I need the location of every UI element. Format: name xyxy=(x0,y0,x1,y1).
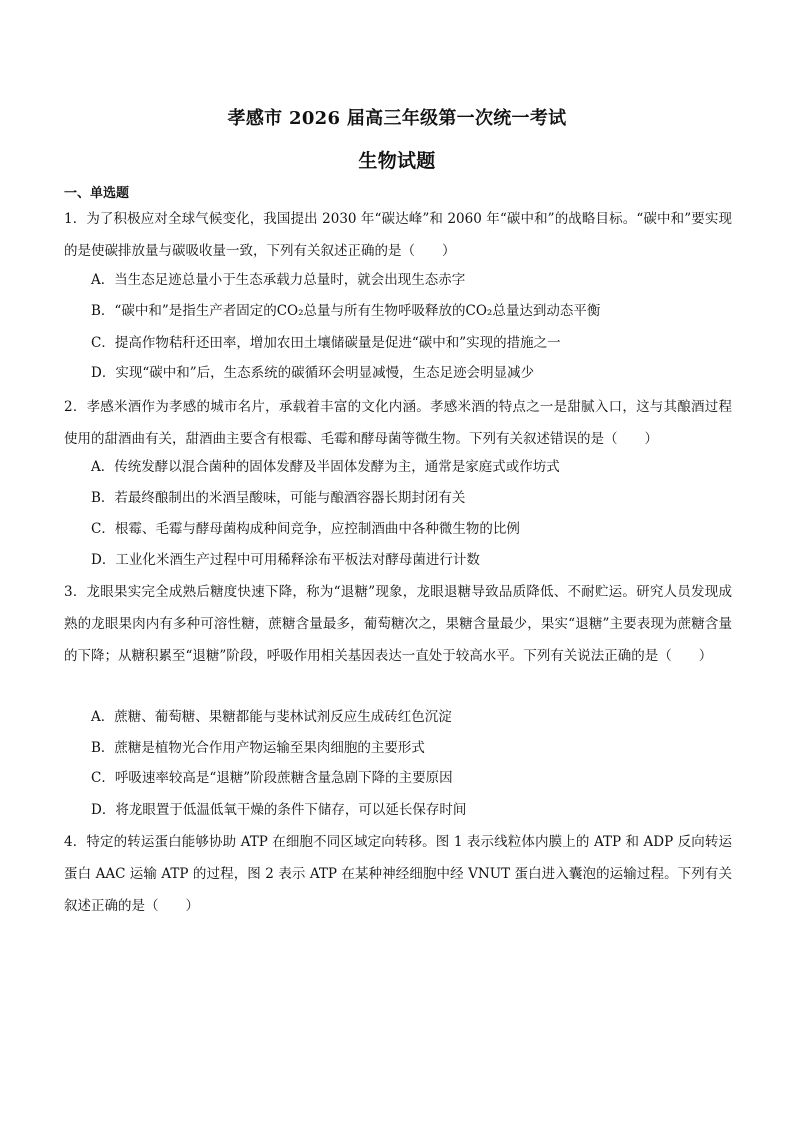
question-3-option-a: A．蔗糖、葡萄糖、果糖都能与斐林试剂反应生成砖红色沉淀 xyxy=(91,709,452,725)
section-heading: 一、单选题 xyxy=(64,186,130,201)
question-1-option-c: C．提高作物秸秆还田率，增加农田土壤储碳量是促进“碳中和”实现的措施之一 xyxy=(91,335,561,351)
question-1-option-d: D．实现“碳中和”后，生态系统的碳循环会明显减慢，生态足迹会明显减少 xyxy=(91,365,535,381)
question-3-option-b: B．蔗糖是植物光合作用产物运输至果肉细胞的主要形式 xyxy=(91,740,425,756)
question-3-stem: 3．龙眼果实完全成熟后糖度快速下降，称为“退糖”现象，龙眼退糖导致品质降低、不耐贮运。研究人员发现成熟的龙眼果肉内有多种可溶性糖，蔗糖含量最多，葡萄糖次之，果糖含量最少，果实“退糖”主要表现为蔗糖含量的下降；从糖积累至“退糖”阶段，呼吸作用相关基因表达一直处于较高水平。下列有关说法正确的是（ ） xyxy=(64,584,732,664)
question-1-option-b: B．“碳中和”是指生产者固定的CO₂总量与所有生物呼吸释放的CO₂总量达到动态平衡 xyxy=(91,303,601,319)
question-2-option-a: A．传统发酵以混合菌种的固体发酵及半固体发酵为主，通常是家庭式或作坊式 xyxy=(91,459,560,475)
question-1-stem: 1．为了积极应对全球气候变化，我国提出 2030 年“碳达峰”和 2060 年“碳中和”的战略目标。“碳中和”要实现的是使碳排放量与碳吸收量一致，下列有关叙述正确的是（ ） xyxy=(64,211,732,259)
exam-subtitle: 生物试题 xyxy=(358,150,436,172)
question-1-option-a: A．当生态足迹总量小于生态承载力总量时，就会出现生态赤字 xyxy=(91,272,466,288)
question-2-stem: 2．孝感米酒作为孝感的城市名片，承载着丰富的文化内涵。孝感米酒的特点之一是甜腻入口，这与其酿酒过程使用的甜酒曲有关，甜酒曲主要含有根霉、毛霉和酵母菌等微生物。下列有关叙述错误的是（ ） xyxy=(64,399,732,447)
question-3-option-c: C．呼吸速率较高是“退糖”阶段蔗糖含量急剧下降的主要原因 xyxy=(91,770,453,786)
question-2-option-c: C．根霉、毛霉与酵母菌构成种间竞争，应控制酒曲中各种微生物的比例 xyxy=(91,521,520,537)
question-4-stem: 4．特定的转运蛋白能够协助 ATP 在细胞不同区域定向转移。图 1 表示线粒体内膜上的 ATP 和 ADP 反向转运蛋白 AAC 运输 ATP 的过程，图 2 表示 ATP 在某种神经细胞中经 VNUT 蛋白进入囊泡的运输过程。下列有关叙述正确的是（ ） xyxy=(64,834,732,914)
question-3-option-d: D．将龙眼置于低温低氧干燥的条件下储存，可以延长保存时间 xyxy=(91,802,467,818)
exam-title: 孝感市 2026 届高三年级第一次统一考试 xyxy=(227,108,567,129)
question-2-option-d: D．工业化米酒生产过程中可用稀释涂布平板法对酵母菌进行计数 xyxy=(91,552,480,568)
question-2-option-b: B．若最终酿制出的米酒呈酸味，可能与酿酒容器长期封闭有关 xyxy=(91,490,466,506)
